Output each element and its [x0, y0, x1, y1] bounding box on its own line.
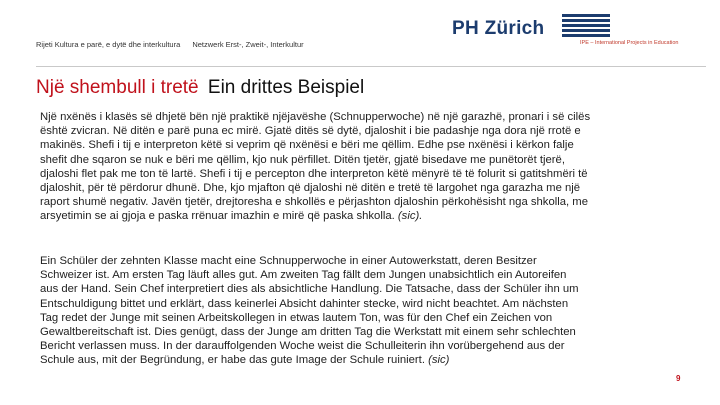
- paragraph-line: Bericht verlassen muss. In der darauffolgenden Woche weist die Schulleiterin ihn vorübergehend aus der: [40, 340, 565, 353]
- paragraph-line: djaloshi flet pak me ton të lartë. Shefi i tij e percepton dhe interpreton këtë mënyrë të të folurit si gatitshmëri të: [40, 167, 588, 180]
- paragraph-line-text: Schule aus, mit der Begründung, er habe das gute Image der Schule ruiniert.: [40, 354, 425, 367]
- logo-subtitle: IPE – International Projects in Education: [580, 40, 679, 46]
- header-network-title: [36, 40, 314, 49]
- paragraph-line: Një nxënës i klasës së dhjetë bën një praktikë njëjavëshe (Schnupperwoche) në një garazhë, pronari i së cilës: [40, 111, 591, 123]
- sic-note: (sic): [428, 354, 450, 367]
- slide-title-albanian: Një shembull i tretë: [36, 77, 199, 98]
- header-divider: [36, 66, 706, 67]
- paragraph-line: [40, 209, 666, 223]
- paragraph-albanian: [40, 110, 666, 224]
- paragraph-line-text: arsyetimin se ai gjoja e paska rrënuar imazhin e mirë që paska shkolla.: [40, 210, 395, 223]
- logo-wordmark: PH Zürich: [452, 18, 545, 39]
- paragraph-german: [40, 254, 666, 368]
- paragraph-line: është zvicran. Në ditën e parë puna ec mirë. Gjatë ditës së dytë, djaloshit i bie padashje nga dora një rrotë e: [40, 125, 581, 138]
- ph-zurich-logo: [452, 12, 712, 52]
- paragraph-line: Entschuldigung bittet und erklärt, dass keinerlei Absicht dahinter stecke, wird nicht beachtet. Am nächsten: [40, 297, 569, 310]
- logo-bars-icon: [562, 14, 610, 54]
- header-network-title-sq: Rijeti Kultura e parë, e dytë dhe interkultura: [36, 40, 181, 49]
- header-network-title-de: Netzwerk Erst-, Zweit-, Interkultur: [192, 40, 304, 49]
- paragraph-line: aus der Hand. Sein Chef interpretiert dies als absichtliche Handlung. Die Tatsache, dass der Schüler ihn um: [40, 283, 579, 296]
- paragraph-line: Gewaltbereitschaft ist. Dies genügt, dass der Junge am dritten Tag die Werkstatt mit einem sehr schlechten: [40, 326, 576, 339]
- paragraph-line: makinës. Shefi i tij e interpreton këtë si veprim që nxënësi e bëri me qëllim. Edhe pse nxënësi i kërkon falje: [40, 139, 574, 152]
- paragraph-line: shefit dhe sqaron se nuk e bëri me qëllim, kjo nuk përfillet. Ditën tjetër, gjatë bisedave me punëtorët tjerë,: [40, 153, 565, 166]
- paragraph-line: Ein Schüler der zehnten Klasse macht eine Schnupperwoche in einer Autowerkstatt, deren Besitzer: [40, 255, 537, 267]
- paragraph-line: djaloshit, për të përdorur dhunë. Dhe, kjo mjafton që djaloshi në ditën e tretë të largohet nga garazha me një: [40, 182, 581, 195]
- paragraph-line: [40, 353, 666, 367]
- slide-title: [36, 77, 364, 99]
- paragraph-line: Schweizer ist. Am ersten Tag läuft alles gut. Am zweiten Tag fällt dem Jungen unabsichtlich ein Autoreifen: [40, 269, 567, 282]
- page-number: 9: [676, 374, 681, 383]
- paragraph-line: raport shumë negativ. Javën tjetër, drejtoresha e shkollës e përjashton djaloshin përkohësisht nga shkolla, me: [40, 196, 589, 209]
- slide-title-german: Ein drittes Beispiel: [207, 77, 365, 98]
- sic-note: (sic).: [397, 210, 423, 223]
- paragraph-line: Tag redet der Junge mit seinen Arbeitskollegen in etwas lautem Ton, was für den Chef ein Zeichen von: [40, 311, 553, 324]
